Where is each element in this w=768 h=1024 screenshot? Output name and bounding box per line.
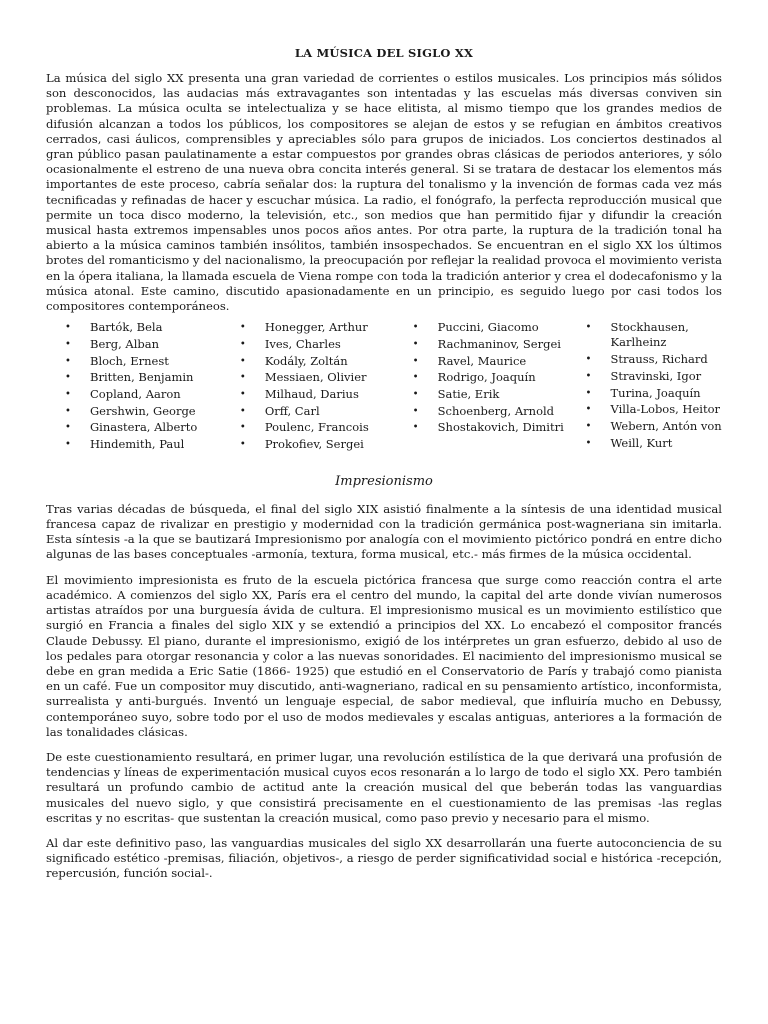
list-item: • Ravel, Maurice xyxy=(412,353,527,368)
bullet-icon: • xyxy=(239,338,246,350)
list-item: • Bloch, Ernest xyxy=(65,353,169,368)
list-item: • Milhaud, Darius xyxy=(239,387,359,402)
bullet-icon: • xyxy=(412,338,419,350)
bullet-icon: • xyxy=(65,422,71,434)
bullet-icon: • xyxy=(412,372,419,384)
bullet-icon: • xyxy=(239,439,246,451)
bullet-icon: • xyxy=(65,338,71,350)
intro-paragraph: La música del siglo XX presenta una gran variedad de corrientes o estilos musicales. Los principios más sólidos son desconocidos, las audacias más extravagantes son intentadas y las escuelas más diversas conviven sin problemas. La música oculta se intelectualiza y se hace elitista, al mismo tiempo que los grandes medios de difusión alcanzan a todos los públicos, los compositores se alejan de estos y se refugian en ámbitos creativos cerrados, casi áulicos, comprensibles y apreciables sólo para grupos de iniciados. Los conciertos destinados al gran público pasan paulatinamente a estar compuestos por grandes obras clásicas de periodos anteriores, y sólo ocasionalmente el estreno de una nueva obra concita interés general. Si se tratara de destacar los elementos más importantes de este proceso, cabría señalar dos: la ruptura del tonalismo y la invención de formas cada vez más tecnificadas y refinadas de hacer y escuchar música. La radio, el fonógrafo, la perfecta reproducción musical que permite un toca disco moderno, la televisión, etc., son medios que han permitido fijar y difundir la creación musical hasta extremos impensables unos pocos años antes. Por otra parte, la ruptura de la tradición tonal ha abierto a la música caminos también insólitos, también insospechados. Se encuentran en el siglo XX los últimos brotes del romanticismo y del nacionalismo, la preocupación por reflejar la realidad provoca el movimiento verista en la ópera italiana, la llamada escuela de Viena rompe con toda la tradición anterior y crea el dodecafonismo y la música atonal. Este camino, discutido apasionadamente en un principio, es seguido luego por casi todos los compositores contemporáneos. xyxy=(46,71,722,314)
list-item: • Turina, Joaquín xyxy=(585,385,701,400)
bullet-icon: • xyxy=(585,354,592,366)
list-item: • Ginastera, Alberto xyxy=(65,420,198,435)
bullet-icon: • xyxy=(239,405,246,417)
composer-column-4 xyxy=(585,320,723,454)
bullet-icon: • xyxy=(412,422,419,434)
list-item: • Stockhausen, Karlheinz xyxy=(585,320,689,350)
list-item: • Honegger, Arthur xyxy=(239,320,368,335)
bullet-icon: • xyxy=(65,405,71,417)
bullet-icon: • xyxy=(412,405,419,417)
bullet-icon: • xyxy=(239,322,246,334)
bullet-icon: • xyxy=(412,389,419,401)
paragraph-3: De este cuestionamiento resultará, en primer lugar, una revolución estilística de la que derivará una profusión de tendencias y líneas de experimentación musical cuyos ecos resonarán a lo largo de todo el siglo XX. Pero también resultará un profundo cambio de actitud ante la creación musical del que beberán todas las vanguardias musicales del nuevo siglo, y que consistirá precisamente en el cuestionamiento de las premisas -las reglas escritas y no escritas- que sustentan la creación musical, como paso previo y necesario para el mismo. xyxy=(46,749,722,825)
list-item: • Hindemith, Paul xyxy=(65,437,185,452)
list-item: • Poulenc, Francois xyxy=(239,420,369,435)
list-item: • Kodály, Zoltán xyxy=(239,353,348,368)
bullet-icon: • xyxy=(65,389,71,401)
bullet-icon: • xyxy=(239,372,246,384)
list-item: • Ives, Charles xyxy=(239,336,341,351)
list-item: • Britten, Benjamin xyxy=(65,370,194,385)
list-item: • Berg, Alban xyxy=(65,336,160,351)
bullet-icon: • xyxy=(65,372,71,384)
bullet-icon: • xyxy=(585,420,592,432)
bullet-icon: • xyxy=(412,322,419,334)
bullet-icon: • xyxy=(239,422,246,434)
bullet-icon: • xyxy=(412,355,419,367)
paragraph-2: El movimiento impresionista es fruto de la escuela pictórica francesa que surge como reacción contra el arte académico. A comienzos del siglo XX, París era el centro del mundo, la capital del arte donde vivían numerosos artistas atraídos por una burguesía ávida de cultura. El impresionismo musical es un movimiento estilístico que surgió en Francia a finales del siglo XIX y se extendió a principios del XX. Lo encabezó el compositor francés Claude Debussy. El piano, durante el impresionismo, exigió de los intérpretes un gran esfuerzo, debido al uso de los pedales para otorgar resonancia y color a las nuevas sonoridades. El nacimiento del impresionismo musical se debe en gran medida a Eric Satie (1866- 1925) que estudió en el Conservatorio de París y trabajó como pianista en un café. Fue un compositor muy discutido, anti-wagneriano, radical en su pensamiento artístico, inconformista, surrealista y anti-burgués. Inventó un lenguaje especial, de sabor medieval, que influiría mucho en Debussy, contemporáneo suyo, sobre todo por el uso de modos medievales y escalas antiguas, anteriores a la formación de las tonalidades clásicas. xyxy=(46,572,722,739)
bullet-icon: • xyxy=(585,322,592,334)
list-item: • Gershwin, George xyxy=(65,403,196,418)
list-item: • Stravinski, Igor xyxy=(585,368,702,383)
paragraph-1: Tras varias décadas de búsqueda, el final del siglo XIX asistió finalmente a la síntesis de una identidad musical francesa capaz de rivalizar en prestigio y modernidad con la tradición germánica post-wagneriana sin imitarla. Esta síntesis -a la que se bautizará Impresionismo por analogía con el movimiento pictórico pondrá en entre dicho algunas de las bases conceptuales -armonía, textura, forma musical, etc.- más firmes de la música occidental. xyxy=(46,501,722,562)
list-item: • Schoenberg, Arnold xyxy=(412,403,555,418)
bullet-icon: • xyxy=(65,355,71,367)
composer-column-3 xyxy=(412,320,585,454)
composer-column-2 xyxy=(239,320,412,454)
list-item: • Villa-Lobos, Heitor xyxy=(585,402,720,417)
composer-column-1 xyxy=(64,320,239,454)
section-title-impresionismo: Impresionismo xyxy=(335,473,433,489)
list-item: • Rachmaninov, Sergei xyxy=(412,336,561,351)
list-item: • Rodrigo, Joaquín xyxy=(412,370,536,385)
bullet-icon: • xyxy=(585,370,592,382)
list-item: • Copland, Aaron xyxy=(65,387,181,402)
bullet-icon: • xyxy=(585,437,592,449)
list-item: • Puccini, Giacomo xyxy=(412,320,539,335)
list-item: • Webern, Antón von xyxy=(585,418,722,433)
list-item: • Prokofiev, Sergei xyxy=(239,437,364,452)
document-title: LA MÚSICA DEL SIGLO XX xyxy=(294,46,474,60)
bullet-icon: • xyxy=(65,439,71,451)
list-item: • Shostakovich, Dimitri xyxy=(412,420,564,435)
list-item: • Weill, Kurt xyxy=(585,435,673,450)
bullet-icon: • xyxy=(585,387,592,399)
list-item: • Strauss, Richard xyxy=(585,352,708,367)
paragraph-4: Al dar este definitivo paso, las vanguardias musicales del siglo XX desarrollarán una fuerte autoconciencia de su significado estético -premisas, filiación, objetivos-, a riesgo de perder significatividad social e histórica -recepción, repercusión, función social-. xyxy=(46,835,722,881)
list-item: • Messiaen, Olivier xyxy=(239,370,367,385)
bullet-icon: • xyxy=(239,355,246,367)
list-item: • Orff, Carl xyxy=(239,403,320,418)
bullet-icon: • xyxy=(65,322,71,334)
composer-list xyxy=(46,320,722,454)
list-item: • Bartók, Bela xyxy=(65,320,163,335)
bullet-icon: • xyxy=(585,404,592,416)
list-item: • Satie, Erik xyxy=(412,387,500,402)
bullet-icon: • xyxy=(239,389,246,401)
